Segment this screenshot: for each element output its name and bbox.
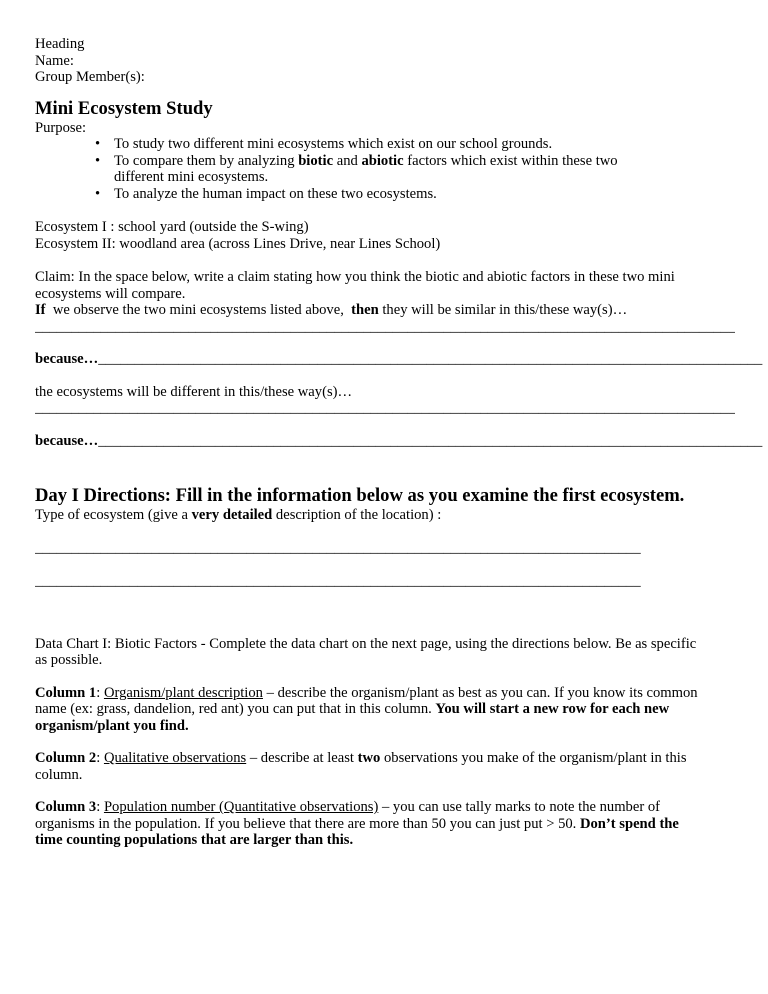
because-line-1[interactable]: because…___________________________________________________________________________________________ (35, 351, 763, 367)
bullet-icon: • (95, 185, 101, 202)
heading-label: Heading (35, 36, 85, 52)
different-prompt: the ecosystems will be different in this/these way(s)… (35, 383, 353, 400)
ecosystem-one: Ecosystem I : school yard (outside the S-wing) (35, 219, 309, 235)
data-chart-intro-cont: as possible. (35, 652, 103, 668)
purpose-item-continuation: different mini ecosystems. (114, 169, 269, 185)
claim-instruction: Claim: In the space below, write a claim stating how you think the biotic and abiotic factors in these two mini (35, 269, 675, 285)
name-label: Name: (35, 52, 74, 69)
column-3-description: Column 3: Population number (Quantitative observations) – you can use tally marks to note the number of organisms in the population. If you believe that there are more than 50 you can just put > 50. Don’t spend the time counting populations that are larger than this. (35, 799, 679, 848)
worksheet-page (35, 36, 763, 849)
answer-line-different[interactable]: ________________________________________________________________________________________________ (35, 400, 735, 416)
claim-instruction-cont: ecosystems will compare. (35, 285, 186, 302)
answer-line-similar[interactable]: ________________________________________________________________________________________________ (35, 318, 735, 335)
column-1-description: Column 1: Organism/plant description – describe the organism/plant as best as you can. If you know its common name (ex: grass, dandelion, red ant) you can put that in this column. You will start a new row for each new organism/plant you find. (35, 684, 698, 734)
type-of-ecosystem-prompt: Type of ecosystem (give a very detailed description of the location) : (35, 507, 442, 523)
purpose-item: • To analyze the human impact on these two ecosystems. (95, 185, 437, 202)
description-line-1[interactable]: ___________________________________________________________________________________ (35, 539, 641, 556)
page-title: Mini Ecosystem Study (35, 97, 213, 119)
bullet-icon: • (95, 136, 101, 152)
column-2-description: Column 2: Qualitative observations – describe at least two observations you make of the organism/plant in this column. (35, 750, 687, 783)
because-line-2[interactable]: because…___________________________________________________________________________________________ (35, 432, 763, 449)
data-chart-intro: Data Chart I: Biotic Factors - Complete the data chart on the next page, using the directions below. Be as specific (35, 635, 697, 652)
purpose-list (35, 136, 735, 202)
ecosystem-two: Ecosystem II: woodland area (across Lines Drive, near Lines School) (35, 235, 441, 252)
description-line-2[interactable]: ___________________________________________________________________________________ (35, 573, 641, 589)
purpose-item: • To study two different mini ecosystems which exist on our school grounds. (95, 136, 553, 152)
day1-heading: Day I Directions: Fill in the information below as you examine the first ecosystem. (35, 485, 685, 506)
bullet-icon: • (95, 152, 101, 169)
group-members-label: Group Member(s): (35, 69, 145, 85)
purpose-item: • To compare them by analyzing biotic and abiotic factors which exist within these two (95, 152, 618, 169)
claim-if-then: If we observe the two mini ecosystems listed above, then they will be similar in this/these way(s)… (35, 302, 628, 318)
purpose-label: Purpose: (35, 119, 87, 136)
